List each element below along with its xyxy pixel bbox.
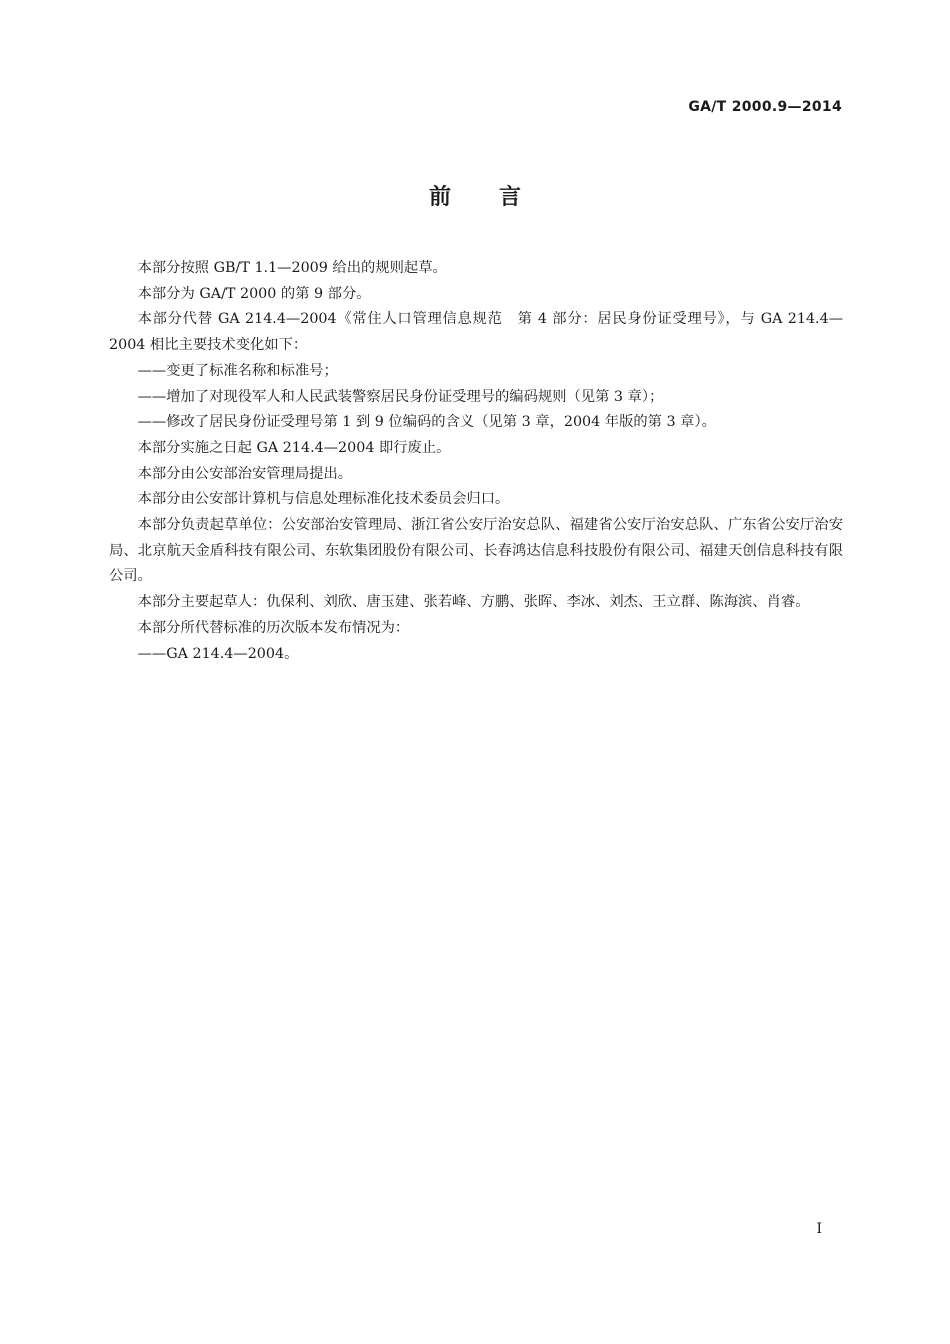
page-title: 前言 bbox=[428, 185, 569, 210]
paragraph: 本部分实施之日起 GA 214.4—2004 即行废止。 bbox=[137, 439, 451, 456]
list-item: ——变更了标准名称和标准号； bbox=[137, 362, 338, 379]
page-number: I bbox=[816, 1221, 822, 1237]
standard-number: GA/T 2000.9—2014 bbox=[688, 99, 842, 115]
paragraph: 本部分由公安部治安管理局提出。 bbox=[137, 465, 353, 482]
paragraph: 本部分所代替标准的历次版本发布情况为： bbox=[137, 619, 410, 636]
paragraph: 本部分主要起草人：仇保利、刘欣、唐玉建、张若峰、方鹏、张晖、李冰、刘杰、王立群、陈海滨、肖睿。 bbox=[137, 594, 810, 611]
paragraph: 本部分代替 GA 214.4—2004《常住人口管理信息规范 第 4 部分：居民身份证受理号》，与 GA 214.4—2004 相比主要技术变化如下： bbox=[109, 311, 843, 354]
foreword-body bbox=[109, 256, 843, 667]
list-item: ——增加了对现役军人和人民武装警察居民身份证受理号的编码规则（见第 3 章）； bbox=[137, 388, 664, 405]
list-item: ——修改了居民身份证受理号第 1 到 9 位编码的含义（见第 3 章，2004 年版的第 3 章）。 bbox=[137, 414, 716, 431]
paragraph: 本部分负责起草单位：公安部治安管理局、浙江省公安厅治安总队、福建省公安厅治安总队、广东省公安厅治安局、北京航天金盾科技有限公司、东软集团股份有限公司、长春鸿达信息科技股份有限公司、福建天创信息科技有限公司。 bbox=[109, 517, 843, 585]
paragraph: 本部分由公安部计算机与信息处理标准化技术委员会归口。 bbox=[137, 491, 510, 508]
paragraph: 本部分为 GA/T 2000 的第 9 部分。 bbox=[137, 285, 371, 302]
list-item: ——GA 214.4—2004。 bbox=[137, 645, 299, 662]
paragraph: 本部分按照 GB/T 1.1—2009 给出的规则起草。 bbox=[137, 260, 447, 276]
